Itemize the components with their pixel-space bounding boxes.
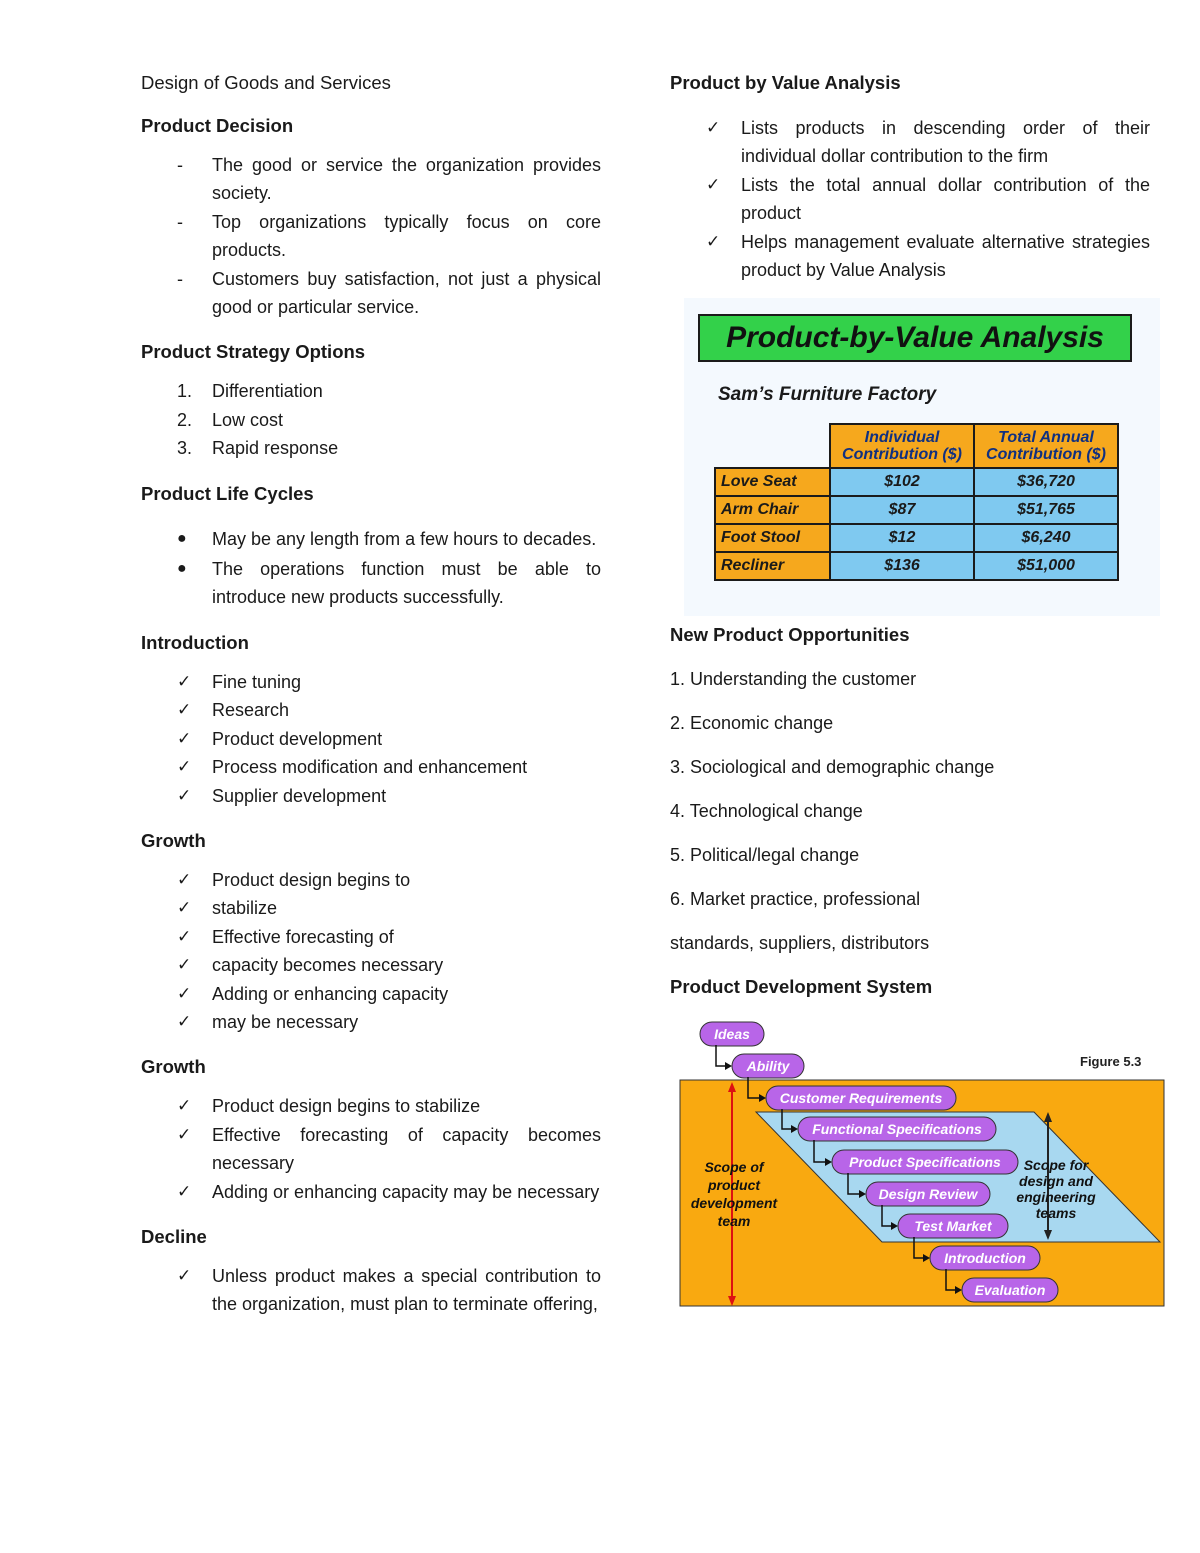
stage-label: Test Market <box>914 1218 992 1235</box>
checkmark-icon: ✓ <box>177 671 192 691</box>
list-item: 3. Sociological and demographic change <box>670 757 995 778</box>
list-item: ✓ Process modification and enhancement <box>141 753 601 781</box>
team-scope-line: Scope of <box>704 1159 764 1176</box>
checkmark-icon: ✓ <box>706 231 721 251</box>
document-title: Design of Goods and Services <box>141 72 391 93</box>
bullet-icon: ● <box>177 560 187 578</box>
heading-life-cycles: Product Life Cycles <box>141 482 314 504</box>
heading-decline: Decline <box>141 1225 207 1247</box>
individual-value: $136 <box>830 552 974 580</box>
checkmark-icon: ✓ <box>177 728 192 748</box>
column-header-individual: Individual Contribution ($) <box>830 424 974 468</box>
list-item: ✓ Product development <box>141 725 601 753</box>
list-item: ✓ Fine tuning <box>141 668 601 696</box>
bullet-icon: ● <box>177 529 187 547</box>
design-scope-line: Scope for <box>1023 1157 1089 1174</box>
list-item: ✓ Unless product makes a special contribution to the organization, must plan to terminate offering, <box>141 1262 601 1319</box>
table-row <box>715 552 1118 580</box>
list-item: 1. Differentiation <box>177 381 323 402</box>
list-item: ✓ Effective forecasting of <box>141 923 601 951</box>
growth-list-2 <box>141 1092 601 1206</box>
checkmark-icon: ✓ <box>177 1124 192 1144</box>
checkmark-icon: ✓ <box>177 757 192 777</box>
list-item: 6. Market practice, professional <box>670 889 921 910</box>
table-row <box>715 524 1118 552</box>
team-scope-line: team <box>717 1213 751 1230</box>
strategy-list <box>141 377 601 462</box>
stage-label: Design Review <box>878 1186 978 1203</box>
list-item: ✓ Adding or enhancing capacity <box>141 980 601 1008</box>
flow-connector <box>716 1045 730 1066</box>
list-item: ✓ Helps management evaluate alternative strategies product by Value Analysis <box>670 228 1150 285</box>
stage-label: Evaluation <box>974 1282 1046 1299</box>
product-decision-list <box>141 151 601 321</box>
stage-label: Product Specifications <box>849 1154 1001 1171</box>
checkmark-icon: ✓ <box>177 955 192 975</box>
checkmark-icon: ✓ <box>177 1096 192 1116</box>
heading-introduction: Introduction <box>141 631 249 653</box>
stage-label: Ideas <box>714 1026 750 1043</box>
heading-product-decision: Product Decision <box>141 115 294 136</box>
list-item: ✓ Product design begins to stabilize <box>141 1092 601 1120</box>
checkmark-icon: ✓ <box>706 118 721 137</box>
list-item: ● The operations function must be able to introduce new products successfully. <box>141 555 601 612</box>
figure-label: Figure 5.3 <box>1080 1054 1142 1070</box>
list-item: 3. Rapid response <box>177 438 339 459</box>
stage-label: Functional Specifications <box>812 1121 982 1138</box>
individual-value: $87 <box>830 496 974 524</box>
checkmark-icon: ✓ <box>177 785 192 805</box>
list-item: standards, suppliers, distributors <box>670 933 930 954</box>
stage-label: Introduction <box>944 1250 1026 1267</box>
list-item: - Customers buy satisfaction, not just a physical good or particular service. <box>177 268 601 318</box>
list-item: ✓ capacity becomes necessary <box>141 951 601 979</box>
list-item: 5. Political/legal change <box>670 845 860 866</box>
row-name: Recliner <box>715 552 830 580</box>
introduction-list <box>141 668 601 810</box>
checkmark-icon: ✓ <box>177 1181 192 1201</box>
design-scope-line: design and <box>1019 1173 1093 1190</box>
list-item: ✓ Adding or enhancing capacity may be necessary <box>141 1178 601 1206</box>
product-by-value-figure <box>684 298 1160 616</box>
list-item: ✓ Supplier development <box>141 782 601 810</box>
checkmark-icon: ✓ <box>177 700 192 720</box>
checkmark-icon: ✓ <box>177 1011 192 1031</box>
value-table <box>714 423 1119 581</box>
checkmark-icon: ✓ <box>177 1265 192 1285</box>
checkmark-icon: ✓ <box>177 898 192 918</box>
growth-list <box>141 866 601 1036</box>
list-item: ✓ Lists the total annual dollar contribution of the product <box>670 171 1150 228</box>
heading-growth-2: Growth <box>141 1056 206 1078</box>
design-scope-line: engineering <box>1016 1189 1096 1206</box>
team-scope-line: product <box>707 1177 761 1194</box>
life-cycles-list <box>141 525 601 612</box>
column-header-total: Total Annual Contribution ($) <box>974 424 1118 468</box>
heading-new-product-opportunities: New Product Opportunities <box>670 624 910 646</box>
decline-list <box>141 1262 601 1319</box>
checkmark-icon: ✓ <box>177 983 192 1003</box>
table-row <box>715 468 1118 496</box>
total-value: $36,720 <box>974 468 1118 496</box>
table-row <box>715 496 1118 524</box>
left-column <box>141 70 601 1337</box>
heading-product-development-system: Product Development System <box>670 976 933 998</box>
individual-value: $12 <box>830 524 974 552</box>
heading-strategy-options: Product Strategy Options <box>141 341 366 363</box>
row-name: Foot Stool <box>715 524 830 552</box>
list-item: 4. Technological change <box>670 801 863 822</box>
right-column <box>670 70 1150 1320</box>
figure-subtitle: Sam’s Furniture Factory <box>718 384 937 406</box>
list-item: ✓ may be necessary <box>141 1008 601 1036</box>
checkmark-icon: ✓ <box>706 174 721 194</box>
team-scope-line: development <box>690 1195 778 1212</box>
heading-growth: Growth <box>141 829 206 851</box>
list-item: ✓ stabilize <box>141 894 601 922</box>
table-header-row <box>715 424 1118 468</box>
list-item: 2. Economic change <box>670 713 834 734</box>
pva-list <box>670 114 1150 284</box>
checkmark-icon: ✓ <box>177 926 192 946</box>
checkmark-icon: ✓ <box>177 869 192 889</box>
product-development-diagram <box>658 1014 1178 1320</box>
list-item: ✓ Lists products in descending order of their individual dollar contribution to the firm <box>670 114 1150 171</box>
list-item: 2. Low cost <box>177 409 284 430</box>
arrow-head-right <box>725 1062 732 1070</box>
list-item: ✓ Research <box>141 696 601 724</box>
total-value: $6,240 <box>974 524 1118 552</box>
list-item: 1. Understanding the customer <box>670 669 917 690</box>
heading-product-by-value: Product by Value Analysis <box>670 72 901 93</box>
total-value: $51,765 <box>974 496 1118 524</box>
individual-value: $102 <box>830 468 974 496</box>
figure-banner: Product-by-Value Analysis <box>698 314 1132 362</box>
row-name: Arm Chair <box>715 496 830 524</box>
list-item: - Top organizations typically focus on core products. <box>177 211 601 261</box>
list-item: ● May be any length from a few hours to decades. <box>141 525 601 553</box>
list-item: ✓ Effective forecasting of capacity becomes necessary <box>141 1121 601 1178</box>
diagram-svg <box>658 1014 1178 1320</box>
row-name: Love Seat <box>715 468 830 496</box>
total-value: $51,000 <box>974 552 1118 580</box>
stage-label: Ability <box>746 1058 790 1075</box>
design-scope-line: teams <box>1035 1205 1077 1222</box>
stage-label: Customer Requirements <box>779 1090 943 1107</box>
list-item: ✓ Product design begins to <box>141 866 601 894</box>
list-item: - The good or service the organization provides society. <box>177 155 601 204</box>
